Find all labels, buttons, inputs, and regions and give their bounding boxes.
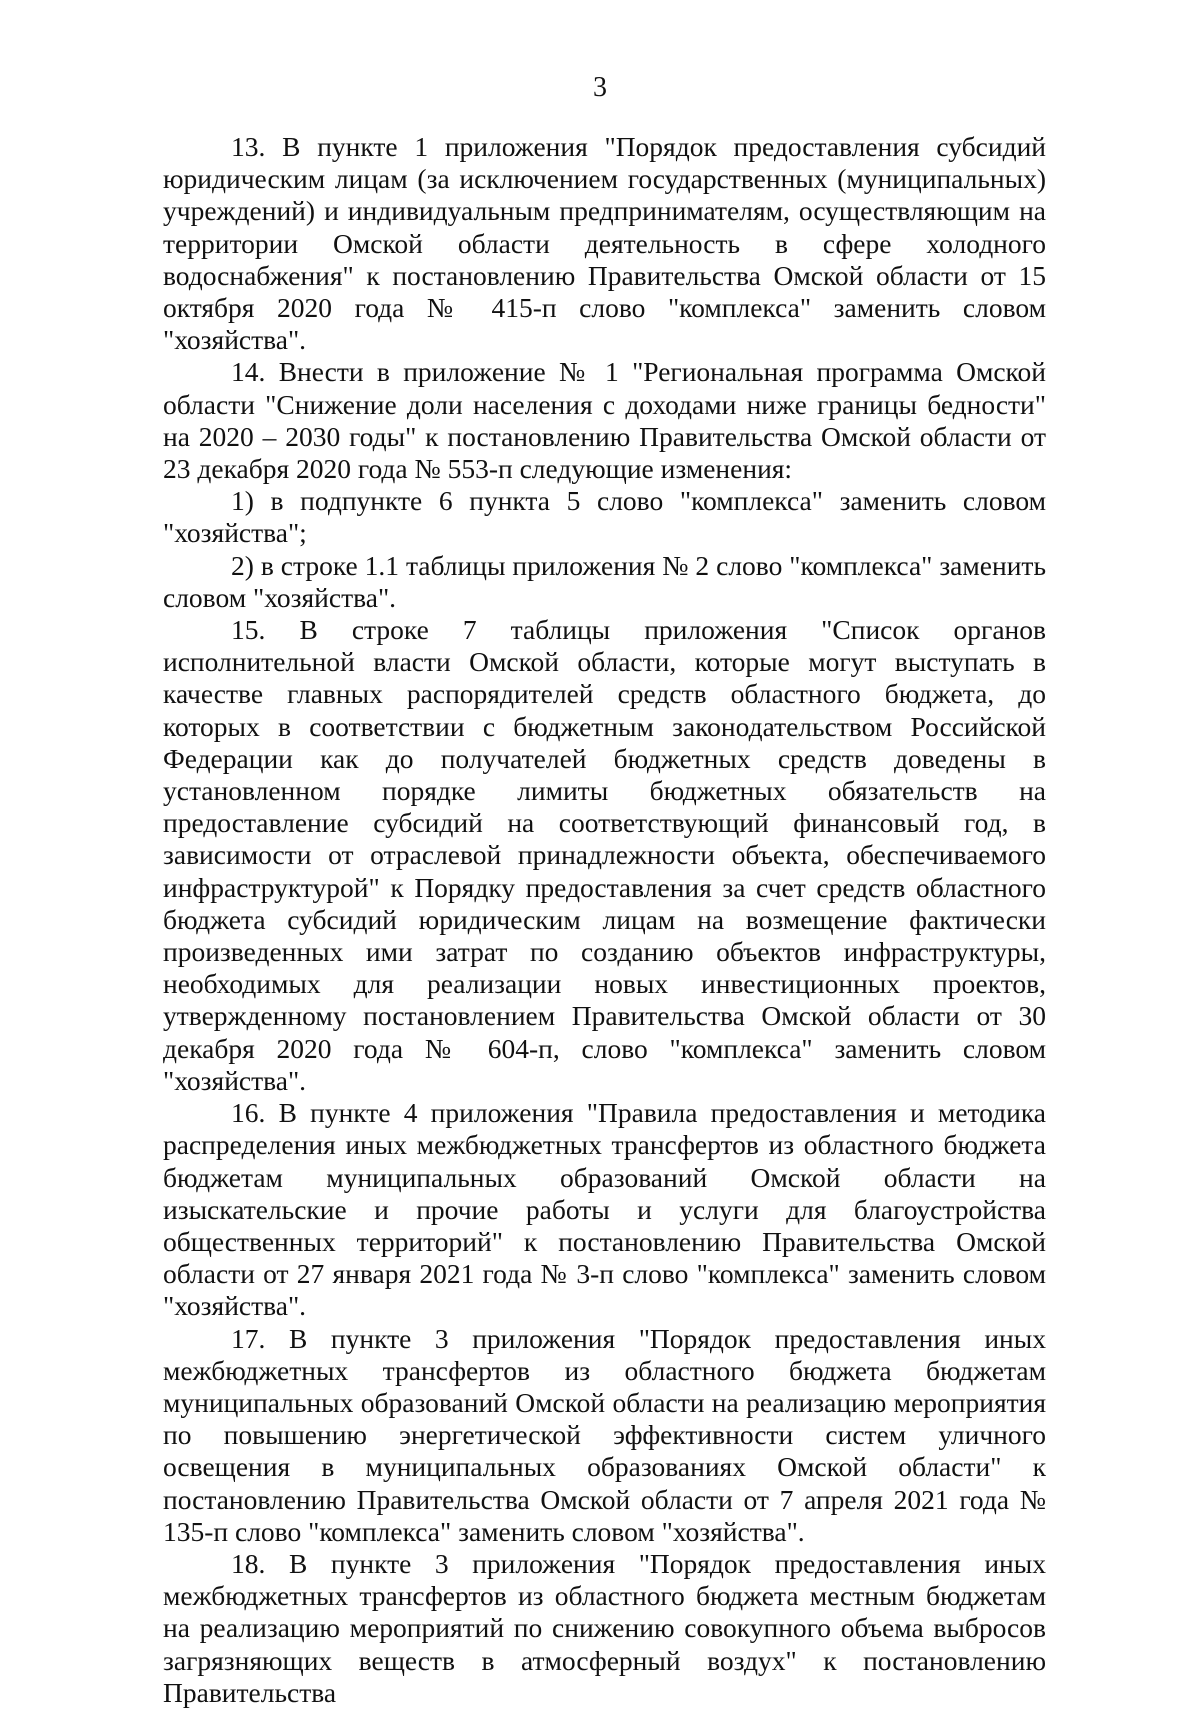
paragraph-item-13: 13. В пункте 1 приложения "Порядок предоставления субсидий юридическим лицам (за исключением государственных (муниципальных) учреждений) и индивидуальным предпринимателям, осуществляющим на территории Омской области деятельность в сфере холодного водоснабжения" к постановлению Правительства Омской области от 15 октября 2020 года № 415-п слово "комплекса" заменить словом "хозяйства". [163, 131, 1046, 356]
paragraph-item-16: 16. В пункте 4 приложения "Правила предоставления и методика распределения иных межбюджетных трансфертов из областного бюджета бюджетам муниципальных образований Омской области на изыскательские и прочие работы и услуги для благоустройства общественных территорий" к постановлению Правительства Омской области от 27 января 2021 года № 3-п слово "комплекса" заменить словом "хозяйства". [163, 1097, 1046, 1322]
page-number: 3 [593, 72, 607, 103]
paragraph-item-18: 18. В пункте 3 приложения "Порядок предоставления иных межбюджетных трансфертов из областного бюджета местным бюджетам на реализацию мероприятий по снижению совокупного объема выбросов загрязняющих веществ в атмосферный воздух" к постановлению Правительства [163, 1547, 1046, 1708]
paragraph-item-17: 17. В пункте 3 приложения "Порядок предоставления иных межбюджетных трансфертов из областного бюджета бюджетам муниципальных образований Омской области на реализацию мероприятия по повышению энергетической эффективности систем уличного освещения в муниципальных образованиях Омской области" к постановлению Правительства Омской области от 7 апреля 2021 года № 135-п слово "комплекса" заменить словом "хозяйства". [163, 1322, 1046, 1547]
paragraph-item-14: 14. Внести в приложение № 1 "Региональная программа Омской области "Снижение доли населения с доходами ниже границы бедности" на 2020 – 2030 годы" к постановлению Правительства Омской области от 23 декабря 2020 года № 553-п следующие изменения: [163, 356, 1046, 485]
paragraph-subitem-14-2: 2) в строке 1.1 таблицы приложения № 2 слово "комплекса" заменить словом "хозяйства". [163, 549, 1046, 613]
document-body [163, 131, 1046, 1709]
paragraph-item-15: 15. В строке 7 таблицы приложения "Список органов исполнительной власти Омской области, которые могут выступать в качестве главных распорядителей средств областного бюджета, до которых в соответствии с бюджетным законодательством Российской Федерации как до получателей бюджетных средств доведены в установленном порядке лимиты бюджетных обязательств на предоставление субсидий на соответствующий финансовый год, в зависимости от отраслевой принадлежности объекта, обеспечиваемого инфраструктурой" к Порядку предоставления за счет средств областного бюджета субсидий юридическим лицам на возмещение фактически произведенных ими затрат по созданию объектов инфраструктуры, необходимых для реализации новых инвестиционных проектов, утвержденному постановлением Правительства Омской области от 30 декабря 2020 года № 604-п, слово "комплекса" заменить словом "хозяйства". [163, 614, 1046, 1096]
paragraph-subitem-14-1: 1) в подпункте 6 пункта 5 слово "комплекса" заменить словом "хозяйства"; [163, 485, 1046, 549]
